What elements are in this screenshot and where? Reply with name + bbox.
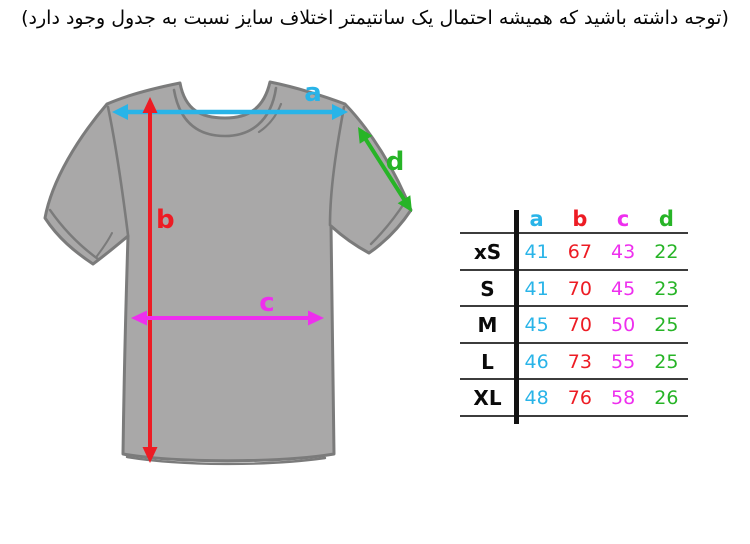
table-header-row <box>460 206 688 234</box>
value-b: 70 <box>567 314 592 336</box>
size-label: M <box>477 313 498 337</box>
value-a: 48 <box>524 387 549 409</box>
value-b: 73 <box>567 350 592 373</box>
value-d: 22 <box>654 241 679 263</box>
size-label: L <box>481 349 494 374</box>
value-a: 45 <box>524 314 549 336</box>
column-header-b: b <box>572 207 588 231</box>
measure-c-label: c <box>259 288 275 318</box>
size-label: XL <box>473 386 502 410</box>
value-a: 46 <box>524 350 549 373</box>
table-row <box>460 307 688 344</box>
value-c: 45 <box>611 277 636 300</box>
value-b: 67 <box>567 241 592 263</box>
size-column-header <box>460 206 515 232</box>
value-c: 58 <box>611 387 636 409</box>
value-d: 23 <box>654 277 679 300</box>
value-c: 50 <box>611 314 636 336</box>
measure-d-label: d <box>385 147 405 177</box>
table-vertical-divider <box>514 210 519 424</box>
value-a: 41 <box>524 277 549 300</box>
value-c: 43 <box>611 241 636 263</box>
size-label: S <box>480 276 495 301</box>
column-header-c: c <box>616 207 630 231</box>
value-b: 76 <box>567 387 592 409</box>
table-row <box>460 380 688 417</box>
value-c: 55 <box>611 350 636 373</box>
size-label: xS <box>473 240 502 264</box>
value-d: 25 <box>654 314 679 336</box>
column-header-a: a <box>529 207 544 231</box>
measure-b-label: b <box>156 205 175 235</box>
table-row <box>460 234 688 271</box>
tshirt-illustration <box>45 82 411 464</box>
column-header-d: d <box>658 207 674 231</box>
table-row <box>460 344 688 381</box>
tshirt-measurement-diagram <box>0 60 460 544</box>
size-tolerance-note: (توجه داشته باشید که همیشه احتمال یک سانتیمتر اختلاف سایز نسبت به جدول وجود دارد) <box>21 7 729 29</box>
value-a: 41 <box>524 241 549 263</box>
table-row <box>460 271 688 308</box>
tshirt-body-shape <box>45 82 411 461</box>
size-table <box>460 206 688 417</box>
measure-a-label: a <box>304 78 322 108</box>
value-d: 25 <box>654 350 679 373</box>
value-d: 26 <box>654 387 679 409</box>
value-b: 70 <box>567 277 592 300</box>
